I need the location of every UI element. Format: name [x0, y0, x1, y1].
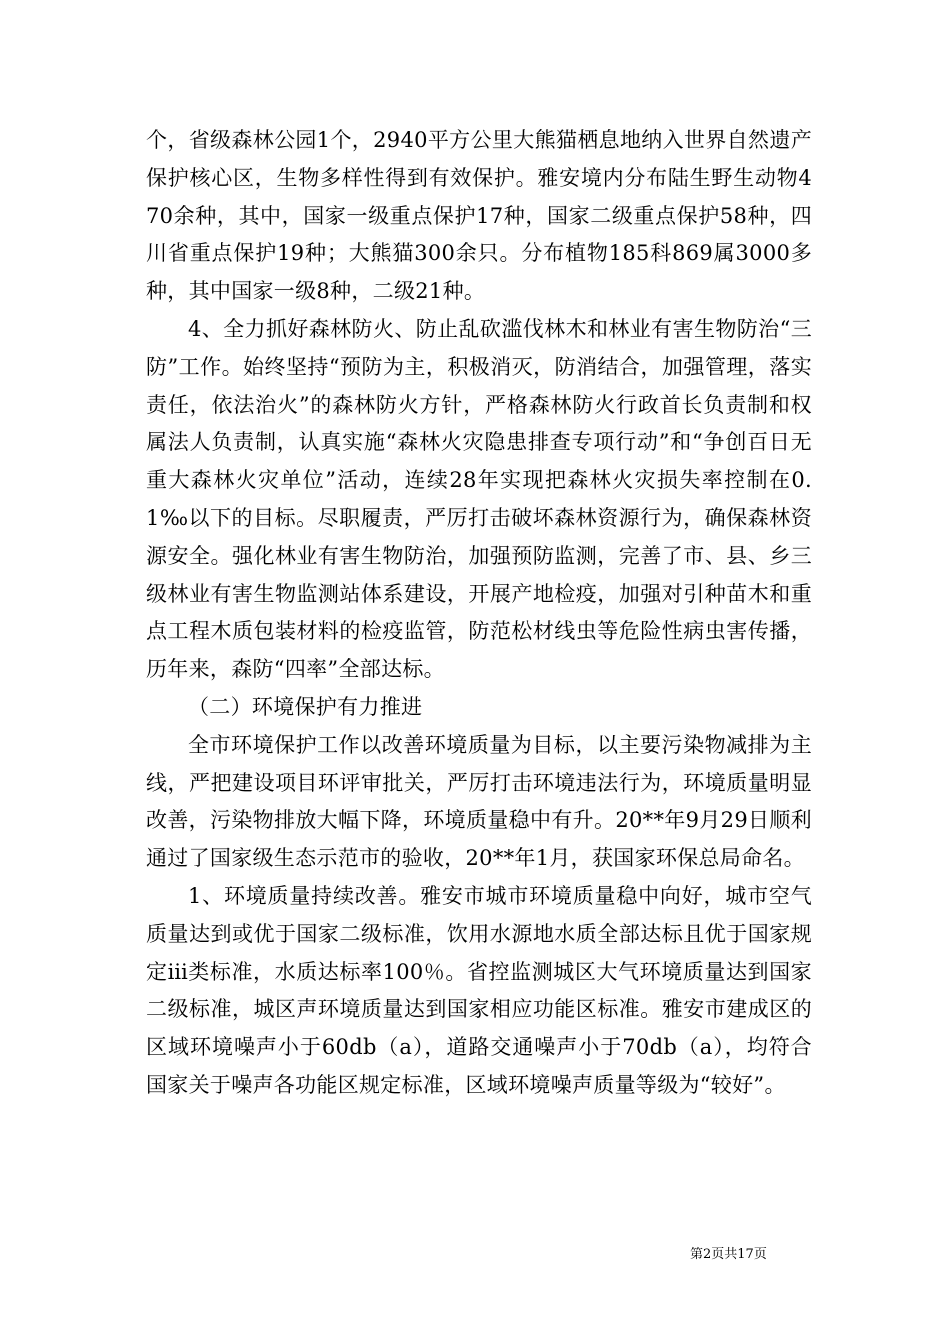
- paragraph-forest-fire-prevention: 4、全力抓好森林防火、防止乱砍滥伐林木和林业有害生物防治“三防”工作。始终坚持“预防为主，积极消灭，防消结合，加强管理，落实责任，依法治火”的森林防火方针，严格森林防火行政首长负责制和权属法人负责制，认真实施“森林火灾隐患排查专项行动”和“争创百日无重大森林火灾单位”活动，连续28年实现把森林火灾损失率控制在0.1‰以下的目标。尽职履责，严厉打击破坏森林资源行为，确保森林资源安全。强化林业有害生物防治，加强预防监测，完善了市、县、乡三级林业有害生物监测站体系建设，开展产地检疫，加强对引种苗木和重点工程木质包装材料的检疫监管，防范松材线虫等危险性病虫害传播，历年来，森防“四率”全部达标。: [146, 316, 812, 682]
- paragraph-protected-areas: 个，省级森林公园1个，2940平方公里大熊猫栖息地纳入世界自然遗产保护核心区，生物多样性得到有效保护。雅安境内分布陆生野生动物470余种，其中，国家一级重点保护17种，国家二级重点保护58种，四川省重点保护19种；大熊猫300余只。分布植物185科869属3000多种，其中国家一级8种，二级21种。: [146, 128, 812, 304]
- document-body: [146, 122, 812, 1105]
- section-heading-environmental-protection: （二）环境保护有力推进: [188, 694, 423, 719]
- page-number-footer: 第2页共17页: [690, 1247, 767, 1262]
- paragraph-environmental-overview: 全市环境保护工作以改善环境质量为目标，以主要污染物减排为主线，严把建设项目环评审批关，严厉打击环境违法行为，环境质量明显改善，污染物排放大幅下降，环境质量稳中有升。20**年9月29日顺利通过了国家级生态示范市的验收，20**年1月，获国家环保总局命名。: [146, 732, 812, 871]
- paragraph-environmental-quality: 1、环境质量持续改善。雅安市城市环境质量稳中向好，城市空气质量达到或优于国家二级标准，饮用水源地水质全部达标且优于国家规定ⅲ类标准，水质达标率100％。省控监测城区大气环境质量达到国家二级标准，城区声环境质量达到国家相应功能区标准。雅安市建成区的区域环境噪声小于60db（a），道路交通噪声小于70db（a），均符合国家关于噪声各功能区规定标准，区域环境噪声质量等级为“较好”。: [146, 883, 812, 1097]
